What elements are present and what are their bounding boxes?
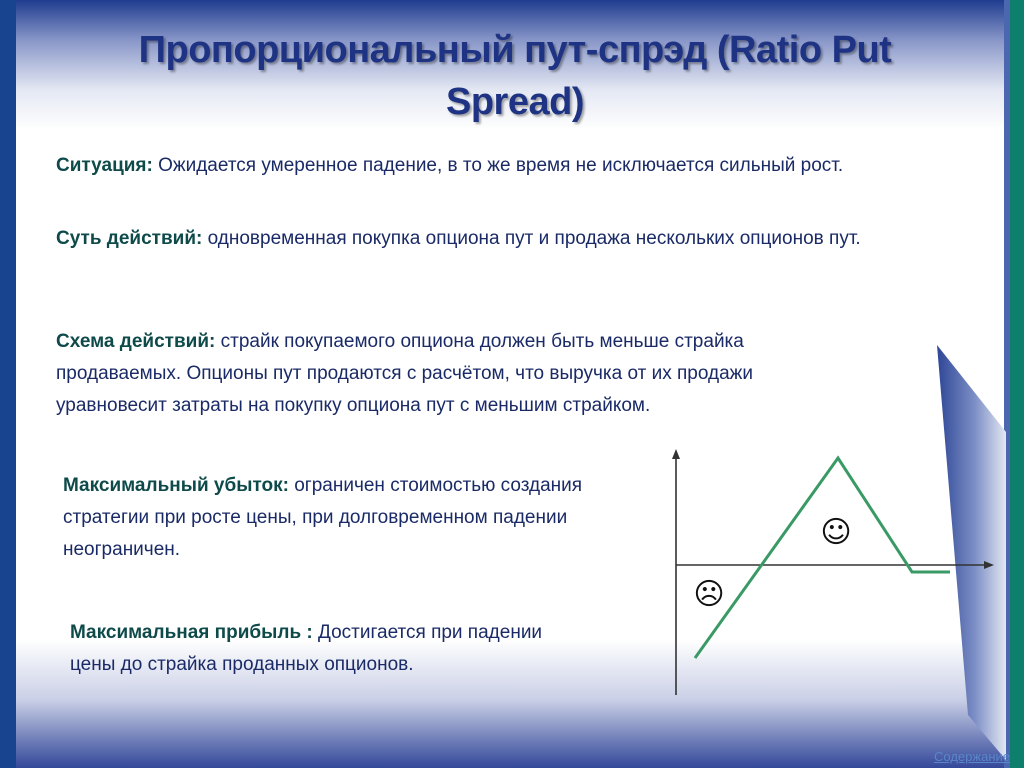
max-profit-label: Максимальная прибыль : (70, 622, 313, 643)
situation-paragraph (56, 150, 976, 182)
payoff-line (695, 458, 950, 658)
happy-face-icon: ☺ (820, 515, 852, 550)
scheme-label: Схема действий: (56, 331, 216, 352)
sad-face-icon: ☹ (693, 577, 725, 612)
max-loss-text: ограничен стоимостью создания стратегии при росте цены, при долговременном падении неограничен. (63, 475, 583, 560)
scheme-paragraph (56, 326, 856, 422)
x-axis-arrow (984, 561, 994, 569)
max-profit-text: Достигается при падении цены до страйка проданных опционов. (70, 622, 543, 675)
essence-text: одновременная покупка опциона пут и продажа нескольких опционов пут. (202, 228, 861, 249)
slide-title: Пропорциональный пут-спрэд (Ratio Put Spread) (138, 29, 892, 123)
contents-link[interactable]: Содержание (934, 749, 1010, 764)
essence-label: Суть действий: (56, 228, 203, 249)
max-loss-label: Максимальный убыток: (63, 475, 289, 496)
max-profit-paragraph (70, 617, 570, 681)
y-axis-arrow (672, 449, 680, 459)
situation-text: Ожидается умеренное падение, в то же время не исключается сильный рост. (152, 155, 844, 176)
payoff-diagram (650, 445, 1010, 705)
situation-label: Ситуация: (56, 155, 153, 176)
essence-paragraph (56, 223, 976, 255)
scheme-text: страйк покупаемого опциона должен быть меньше страйка продаваемых. Опционы пут продаются с расчётом, что выручка от их продажи уравновесит затраты на покупку опциона пут с меньшим страйком. (56, 331, 753, 416)
max-loss-paragraph (63, 470, 583, 566)
